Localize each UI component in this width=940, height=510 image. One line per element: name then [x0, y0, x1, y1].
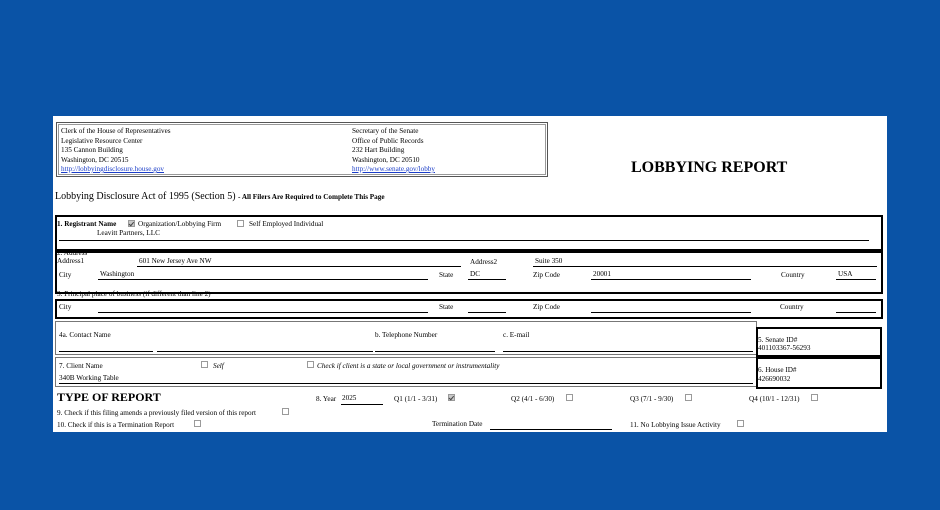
- senate-id-label: 5. Senate ID#: [758, 336, 798, 344]
- year-label: 8. Year: [316, 395, 337, 403]
- state-label: State: [439, 271, 454, 279]
- zip-value[interactable]: 20001: [593, 270, 611, 278]
- senate-line-4: Washington, DC 20510: [352, 155, 420, 164]
- lobbying-report-form: [53, 116, 887, 432]
- q3-label: Q3 (7/1 - 9/30): [630, 395, 674, 403]
- self-employed-label: Self Employed Individual: [249, 220, 324, 228]
- act-note: - All Filers Are Required to Complete This Page: [238, 193, 385, 201]
- city-value[interactable]: Washington: [100, 270, 135, 278]
- amend-label: 9. Check if this filing amends a previously filed version of this report: [57, 409, 257, 417]
- principal-zip-label: Zip Code: [533, 303, 560, 311]
- client-govt-label: Check if client is a state or local government or instrumentality: [317, 362, 500, 370]
- q2-checkbox[interactable]: [566, 394, 573, 401]
- principal-section: [55, 299, 883, 319]
- org-option-label: Organization/Lobbying Firm: [138, 220, 222, 228]
- type-of-report-title: TYPE OF REPORT: [57, 390, 161, 404]
- termination-date-input[interactable]: [490, 429, 612, 430]
- client-govt-checkbox[interactable]: [307, 361, 314, 368]
- house-id-value[interactable]: 426690032: [758, 375, 791, 383]
- state-value[interactable]: DC: [470, 270, 480, 278]
- house-line-3: 135 Cannon Building: [61, 146, 123, 154]
- termination-date-label: Termination Date: [432, 420, 483, 428]
- no-activity-checkbox[interactable]: [737, 420, 744, 427]
- senate-id-value[interactable]: 401103367-56293: [758, 344, 811, 352]
- address-label: 2. Address: [57, 249, 88, 257]
- client-self-label: Self: [213, 362, 224, 370]
- city-label: City: [59, 271, 72, 279]
- address2-label: Address2: [470, 258, 498, 266]
- principal-country-label: Country: [780, 303, 804, 311]
- email-label: c. E-mail: [503, 331, 530, 339]
- year-value[interactable]: 2025: [342, 394, 357, 402]
- phone-label: b. Telephone Number: [375, 331, 438, 339]
- client-self-checkbox[interactable]: [201, 361, 208, 368]
- house-id-label: 6. House ID#: [758, 366, 797, 374]
- contact-name-label: 4a. Contact Name: [59, 331, 111, 339]
- address-section: [55, 249, 883, 294]
- q2-label: Q2 (4/1 - 6/30): [511, 395, 555, 403]
- termination-checkbox[interactable]: [194, 420, 201, 427]
- org-checkbox[interactable]: [128, 220, 135, 227]
- registrant-name-value[interactable]: Leavitt Partners, LLC: [97, 229, 160, 237]
- report-title: LOBBYING REPORT: [631, 159, 788, 176]
- no-activity-label: 11. No Lobbying Issue Activity: [630, 421, 721, 429]
- client-name-value[interactable]: 340B Working Table: [59, 374, 119, 382]
- country-label: Country: [781, 271, 805, 279]
- termination-label: 10. Check if this is a Termination Report: [57, 421, 175, 429]
- house-line-4: Washington, DC 20515: [61, 155, 129, 164]
- house-line-1: Clerk of the House of Representatives: [61, 127, 171, 135]
- address1-value[interactable]: 601 New Jersey Ave NW: [139, 257, 212, 265]
- senate-line-1: Secretary of the Senate: [352, 127, 419, 135]
- zip-label: Zip Code: [533, 271, 560, 279]
- country-value[interactable]: USA: [838, 270, 853, 278]
- principal-state-label: State: [439, 303, 454, 311]
- amend-checkbox[interactable]: [282, 408, 289, 415]
- principal-city-label: City: [59, 303, 72, 311]
- client-label: 7. Client Name: [59, 362, 103, 370]
- principal-label: 3. Principal place of business (if different than line 2): [57, 290, 211, 298]
- self-employed-checkbox[interactable]: [237, 220, 244, 227]
- senate-line-2: Office of Public Records: [352, 136, 424, 145]
- house-link[interactable]: http://lobbyingdisclosure.house.gov: [61, 165, 165, 173]
- act-title: Lobbying Disclosure Act of 1995 (Section 5) - All Filers Are Required to Complete This Page: [55, 191, 385, 202]
- q4-checkbox[interactable]: [811, 394, 818, 401]
- senate-line-3: 232 Hart Building: [352, 146, 405, 154]
- q1-label: Q1 (1/1 - 3/31): [394, 395, 438, 403]
- q3-checkbox[interactable]: [685, 394, 692, 401]
- address2-value[interactable]: Suite 350: [535, 257, 563, 265]
- q4-label: Q4 (10/1 - 12/31): [749, 395, 800, 403]
- registrant-label: 1. Registrant Name: [57, 220, 117, 228]
- senate-link[interactable]: http://www.senate.gov/lobby: [352, 165, 435, 173]
- address1-label: Address1: [57, 257, 85, 265]
- house-line-2: Legislative Resource Center: [61, 136, 143, 145]
- q1-checkbox[interactable]: [448, 394, 455, 401]
